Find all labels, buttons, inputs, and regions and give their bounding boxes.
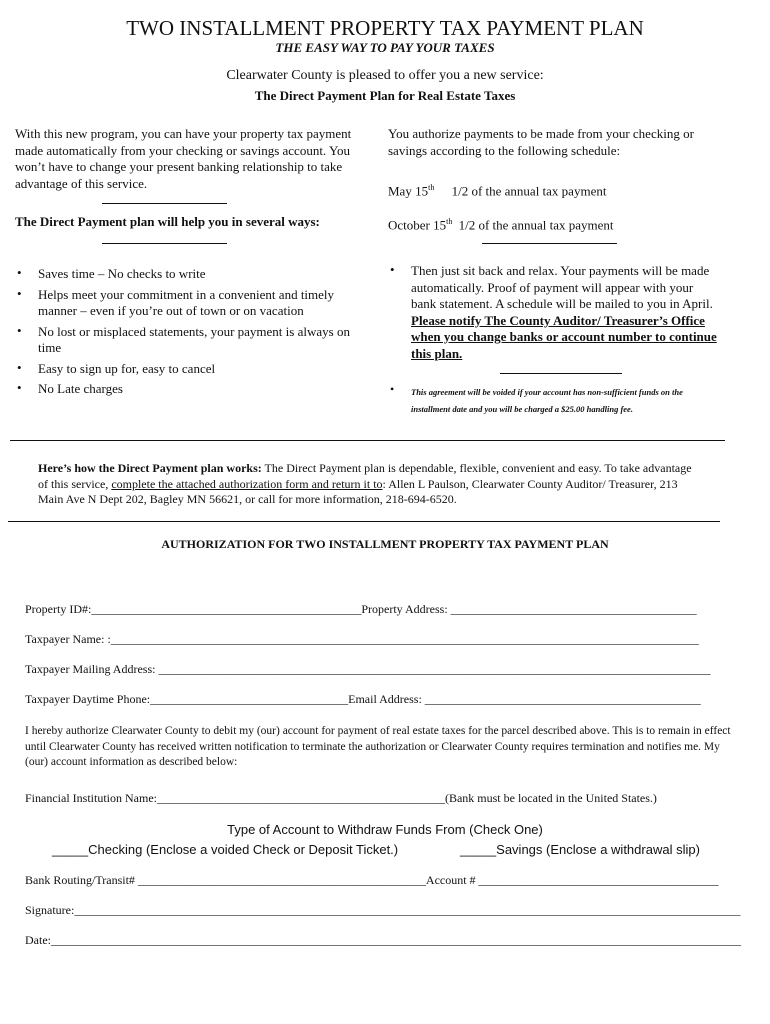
authorization-statement: I hereby authorize Clearwater County to debit my (our) account for payment of real estate taxes for the parcel described above. This is to remain in effect until Clearwater County has received written notification to terminate the authorization or Clearwater County requires termination and notifies me. My (our) account information as described below: — [25, 725, 731, 768]
divider — [102, 243, 227, 244]
list-item: • This agreement will be voided if your account has non-sufficient funds on the installment date and you will be charged a $25.00 handling fee. — [390, 382, 683, 414]
phone-email-field[interactable]: Taxpayer Daytime Phone:_________________________________Email Address: ______________________________________________ — [25, 692, 701, 706]
checking-option[interactable]: _____Checking (Enclose a voided Check or Deposit Ticket.) — [52, 842, 399, 857]
list-item: • Helps meet your commitment in a convenient and timely manner – even if you’re out of town or on vacation — [17, 285, 335, 318]
property-id-field[interactable]: Property ID#:_____________________________________________Property Address: _________________________________________ — [25, 602, 697, 616]
routing-account-field[interactable]: Bank Routing/Transit# ________________________________________________Account # ________________________________________ — [25, 873, 719, 887]
list-item: • Saves time – No checks to write — [17, 265, 206, 281]
mailing-address-field[interactable]: Taxpayer Mailing Address: ____________________________________________________________________________________________ — [25, 662, 711, 676]
intro-text: Clearwater County is pleased to offer you a new service: — [226, 68, 544, 83]
nsf-notice — [388, 383, 718, 420]
taxpayer-name-field[interactable]: Taxpayer Name: :__________________________________________________________________________________________________ — [25, 632, 699, 646]
savings-option[interactable]: _____Savings (Enclose a withdrawal slip) — [460, 842, 700, 857]
benefits-list — [15, 266, 360, 402]
form-heading: AUTHORIZATION FOR TWO INSTALLMENT PROPERTY TAX PAYMENT PLAN — [161, 537, 609, 551]
list-item: • No Late charges — [17, 380, 123, 396]
divider — [102, 203, 227, 204]
divider — [500, 373, 622, 374]
list-item: • No lost or misplaced statements, your payment is always on time — [17, 322, 350, 355]
date-field[interactable]: Date:___________________________________________________________________________________________________________________ — [25, 933, 741, 947]
section-separator — [10, 440, 725, 441]
left-intro-paragraph: With this new program, you can have your property tax payment made automatically from your checking or savings account. You won’t have to change your present banking relationship to take advantage of this service. — [15, 126, 352, 191]
schedule-october: October 15th 1/2 of the annual tax payment — [388, 217, 614, 233]
schedule-may: May 15th 1/2 of the annual tax payment — [388, 183, 607, 199]
relax-bullet — [388, 263, 718, 366]
section-separator — [8, 521, 720, 522]
intro-plan-name: The Direct Payment Plan for Real Estate Taxes — [254, 88, 516, 103]
list-item: • Then just sit back and relax. Your payments will be made automatically. Proof of payment will appear with your bank statement. A schedule will be mailed to you in April. Please notify The County Auditor/ Treasurer’s Office when you change banks or account number to continue this plan. — [390, 262, 717, 361]
page-subtitle: THE EASY WAY TO PAY YOUR TAXES — [275, 40, 495, 55]
divider — [482, 243, 617, 244]
financial-institution-field[interactable]: Financial Institution Name:________________________________________________(Bank must be located in the United States.) — [25, 791, 657, 805]
schedule-intro: You authorize payments to be made from your checking or savings according to the following schedule: — [388, 126, 694, 158]
account-type-heading: Type of Account to Withdraw Funds From (Check One) — [227, 822, 543, 837]
benefits-heading: The Direct Payment plan will help you in several ways: — [15, 214, 320, 229]
page-title: TWO INSTALLMENT PROPERTY TAX PAYMENT PLAN — [126, 16, 644, 40]
how-it-works: Here’s how the Direct Payment plan works: The Direct Payment plan is dependable, flexible, convenient and easy. To take advantage of this service, complete the attached authorization form and return it to: Allen L Paulson, Clearwater County Auditor/ Treasurer, 213 Main Ave N Dept 202, Bagley MN 56621, or call for more information, 218-694-6520. — [38, 461, 692, 506]
signature-field[interactable]: Signature:_______________________________________________________________________________________________________________ — [25, 903, 741, 917]
list-item: • Easy to sign up for, easy to cancel — [17, 359, 216, 376]
